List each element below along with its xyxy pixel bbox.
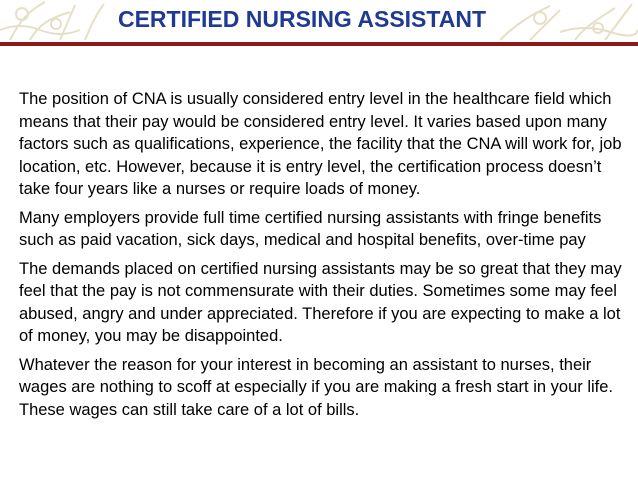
- paragraph-fringe-benefits: Many employers provide full time certified nursing assistants with fringe benefits such as paid vacation, sick days, medical and hospital benefits, over-time pay: [19, 208, 602, 249]
- header-banner: [0, 0, 638, 42]
- paragraph-wages: Whatever the reason for your interest in becoming an assistant to nurses, their wages are nothing to scoff at especially if you are making a fresh start in your life. These wages can still take care of a lot of bills.: [19, 355, 613, 419]
- paragraph-demands: The demands placed on certified nursing assistants may be so great that they may feel that the pay is not commensurate with their duties. Sometimes some may feel abused, angry and under appreciated. Therefore if you are expecting to make a lot of money, you may be disappointed.: [19, 259, 622, 345]
- body-text: [19, 88, 631, 427]
- page-title: CERTIFIED NURSING ASSISTANT: [117, 6, 486, 32]
- paragraph-pay-entry-level: The position of CNA is usually considered entry level in the healthcare field which means that their pay would be considered entry level. It varies based upon many factors such as qualifications, experience, the facility that the CNA will work for, job location, etc. However, because it is entry level, the certification process doesn’t take four years like a nurses or require loads of money.: [19, 90, 622, 198]
- header-rule: [0, 42, 638, 46]
